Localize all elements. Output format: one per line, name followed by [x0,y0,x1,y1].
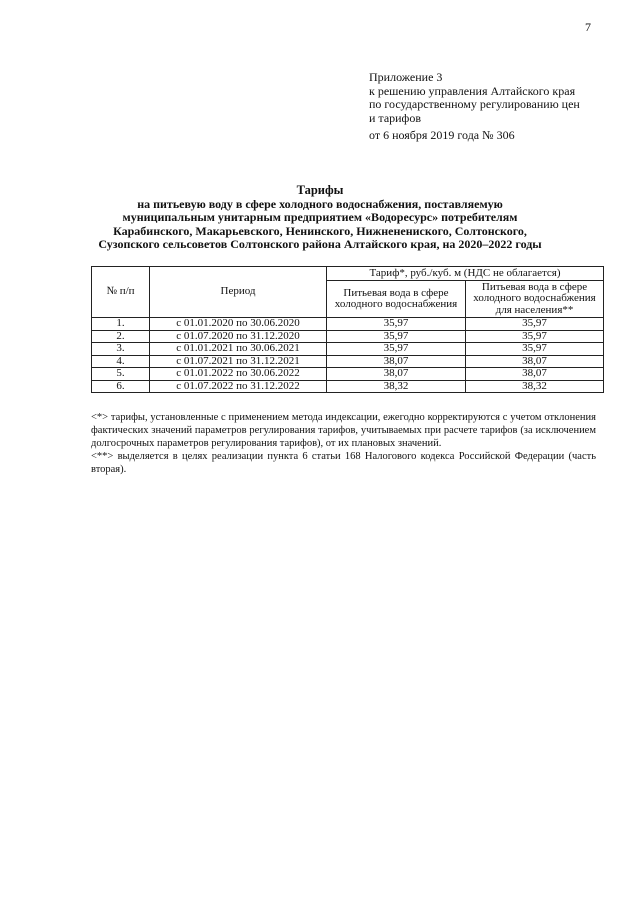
cell-period: с 01.07.2022 по 31.12.2022 [150,380,327,393]
tariff-table [91,266,604,393]
table-row [92,355,604,368]
cell-cold-tariff: 35,97 [327,318,466,331]
footnote-vat: <**> выделяется в целях реализации пункта 6 статьи 168 Налогового кодекса Российской Федерации (часть вторая). [91,451,596,475]
appendix-line: Приложение 3 [369,70,443,84]
cell-cold-tariff: 38,32 [327,380,466,393]
cell-cold-tariff: 35,97 [327,343,466,356]
cell-number: 1. [92,318,150,331]
cell-number: 5. [92,368,150,381]
cell-period: с 01.01.2021 по 30.06.2021 [150,343,327,356]
cell-period: с 01.07.2020 по 31.12.2020 [150,330,327,343]
appendix-reference [369,71,619,143]
cell-population-tariff: 35,97 [466,330,604,343]
cell-number: 4. [92,355,150,368]
cell-period: с 01.01.2022 по 30.06.2022 [150,368,327,381]
cell-period: с 01.07.2021 по 31.12.2021 [150,355,327,368]
table-row [92,318,604,331]
table-row [92,380,604,393]
cell-population-tariff: 38,07 [466,368,604,381]
appendix-line: к решению управления Алтайского края [369,83,576,98]
cell-cold-tariff: 38,07 [327,355,466,368]
header-cold-water: Питьевая вода в сфере холодного водоснабжения [327,281,466,318]
table-row [92,330,604,343]
cell-number: 6. [92,380,150,393]
title-line: на питьевую воду в сфере холодного водоснабжения, поставляемую [137,196,503,211]
header-period: Период [150,267,327,318]
cell-cold-tariff: 35,97 [327,330,466,343]
cell-cold-tariff: 38,07 [327,368,466,381]
table-row [92,343,604,356]
appendix-date: от 6 ноября 2019 года № 306 [369,128,515,142]
header-tariff-group: Тариф*, руб./куб. м (НДС не облагается) [327,267,604,281]
document-title [60,184,580,252]
page-number: 7 [585,20,591,34]
title-line: муниципальным унитарным предприятием «Водоресурс» потребителям [122,210,518,225]
header-number: № п/п [92,267,150,318]
title-line: Сузопского сельсоветов Солтонского района Алтайского края, на 2020–2022 годы [98,237,542,252]
cell-population-tariff: 35,97 [466,318,604,331]
cell-population-tariff: 38,07 [466,355,604,368]
cell-period: с 01.01.2020 по 30.06.2020 [150,318,327,331]
cell-population-tariff: 38,32 [466,380,604,393]
appendix-line: по государственному регулированию цен [369,97,580,111]
footnotes [91,411,596,476]
cell-number: 2. [92,330,150,343]
table-row [92,368,604,381]
footnote-tariff-indexation: <*> тарифы, установленные с применением метода индексации, ежегодно корректируются с учетом отклонения фактических значений параметров регулирования тарифов, учитываемых при расчете тарифов (за исключением долгосрочных параметров регулирования тарифов), от их плановых значений. [91,412,596,449]
appendix-line: и тарифов [369,110,422,125]
title-heading: Тарифы [296,183,344,197]
title-line: Карабинского, Макарьевского, Ненинского, Нижненениского, Солтонского, [113,223,527,238]
cell-number: 3. [92,343,150,356]
cell-population-tariff: 35,97 [466,343,604,356]
header-population: Питьевая вода в сфере холодного водоснабжения для населения** [466,281,604,318]
